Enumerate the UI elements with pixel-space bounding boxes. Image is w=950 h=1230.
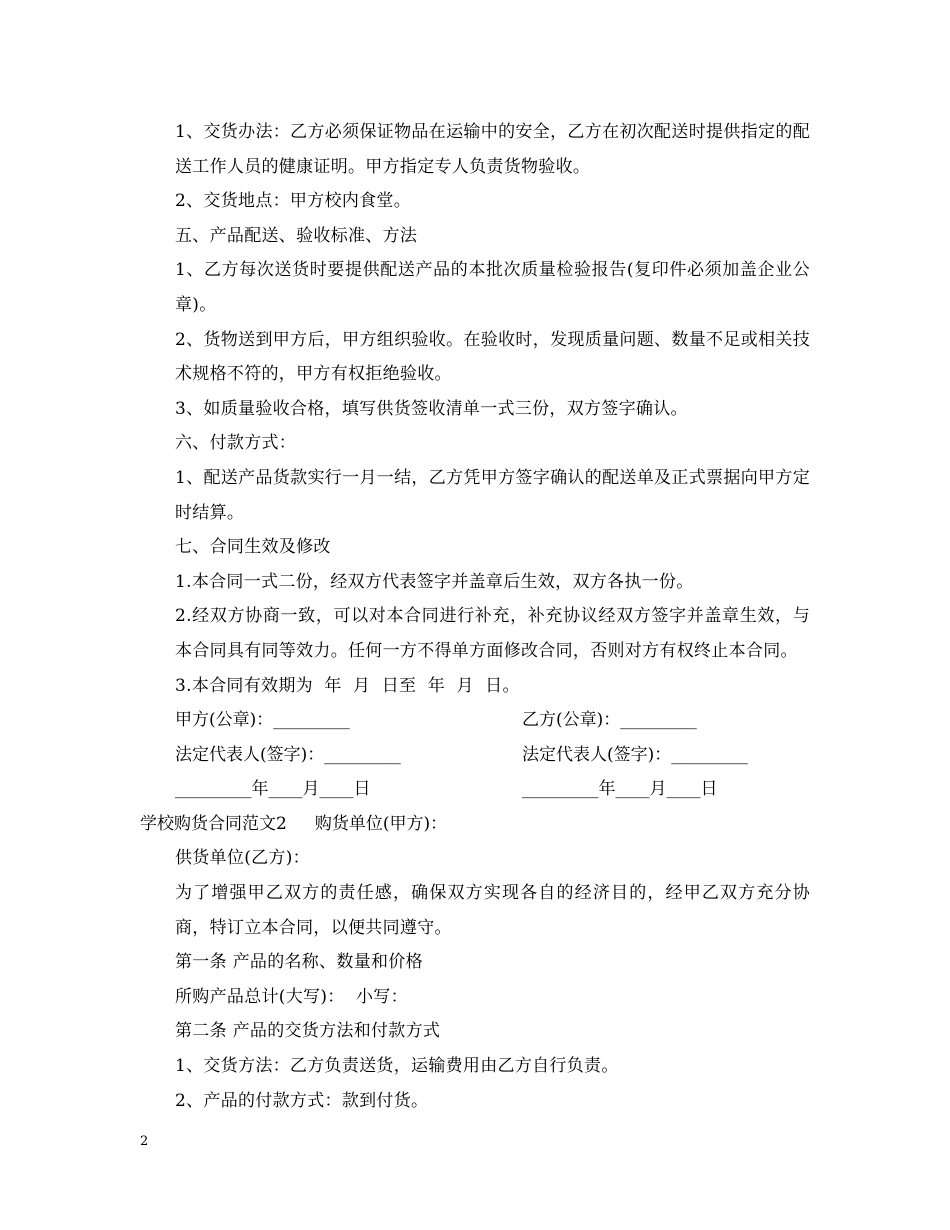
paragraph-acceptance: 2、货物送到甲方后，甲方组织验收。在验收时，发现质量问题、数量不足或相关技术规格不符的，甲方有权拒绝验收。	[175, 329, 810, 385]
paragraph-validity: 3.本合同有效期为 年 月 日至 年 月 日。	[175, 675, 520, 696]
party-b-seal-field: 乙方(公章)：_________	[522, 710, 697, 731]
second-contract-title: 学校购货合同范文2	[140, 813, 287, 834]
paragraph-sign-off: 3、如质量验收合格，填写供货签收清单一式三份，双方签字确认。	[175, 398, 688, 419]
paragraph-payment-terms: 2、产品的付款方式：款到付货。	[175, 1090, 429, 1111]
heading-section-5: 五、产品配送、验收标准、方法	[175, 225, 418, 246]
heading-section-6: 六、付款方式：	[175, 433, 297, 454]
heading-article-2: 第二条 产品的交货方法和付款方式	[175, 1021, 441, 1042]
signature-row-representative	[140, 738, 810, 773]
signature-row-date	[140, 772, 810, 807]
paragraph-quality-report: 1、乙方每次送货时要提供配送产品的本批次质量检验报告(复印件必须加盖企业公章)。	[175, 260, 810, 315]
party-a-seal-field: 甲方(公章)：_________	[175, 710, 350, 731]
paragraph-shipping: 1、交货方法：乙方负责送货，运输费用由乙方自行负责。	[175, 1056, 619, 1077]
page-number: 2	[140, 1134, 149, 1149]
party-a-representative-field: 法定代表人(签字)：_________	[175, 744, 401, 765]
paragraph-total: 所购产品总计(大写)： 小写：	[175, 986, 408, 1007]
signature-row-seal	[140, 703, 810, 738]
heading-article-1: 第一条 产品的名称、数量和价格	[175, 952, 423, 973]
heading-section-7: 七、合同生效及修改	[175, 537, 331, 558]
paragraph-copies: 1.本合同一式二份，经双方代表签字并盖章后生效，双方各执一份。	[175, 571, 694, 592]
party-b-representative-field: 法定代表人(签字)：_________	[522, 744, 748, 765]
paragraph-delivery-method: 1、交货办法：乙方必须保证物品在运输中的安全，乙方在初次配送时提供指定的配送工作人员的健康证明。甲方指定专人负责货物验收。	[175, 122, 810, 177]
party-a-date-field: _________年____月____日	[175, 779, 371, 800]
second-contract-title-row	[140, 807, 810, 842]
party-b-date-field: _________年____月____日	[522, 779, 718, 800]
paragraph-delivery-location: 2、交货地点：甲方校内食堂。	[175, 191, 412, 212]
paragraph-payment: 1、配送产品货款实行一月一结，乙方凭甲方签字确认的配送单及正式票据向甲方定时结算。	[175, 467, 810, 523]
paragraph-amendment: 2.经双方协商一致，可以对本合同进行补充，补充协议经双方签字并盖章生效，与本合同具有同等效力。任何一方不得单方面修改合同，否则对方有权终止本合同。	[175, 606, 810, 661]
buyer-label: 购货单位(甲方)：	[314, 813, 448, 834]
supplier-label: 供货单位(乙方)：	[175, 848, 310, 869]
paragraph-purpose: 为了增强甲乙双方的责任感，确保双方实现各自的经济目的，经甲乙双方充分协商，特订立本合同，以便共同遵守。	[175, 883, 810, 938]
document-body	[140, 115, 810, 1118]
